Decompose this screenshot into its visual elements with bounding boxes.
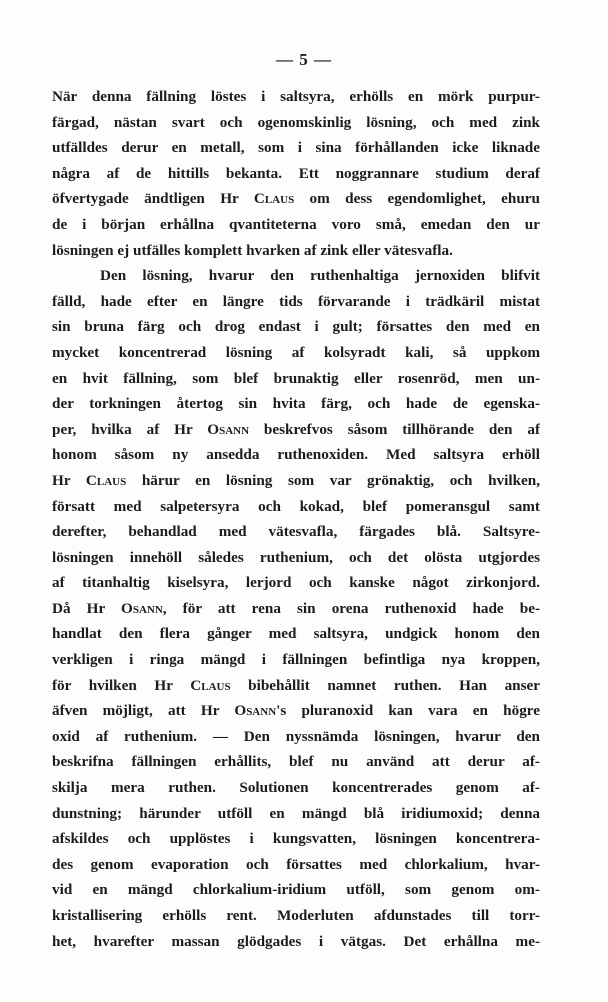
text-line: försatt med salpetersyra och kokad, blef pomeransgul samt bbox=[52, 497, 540, 515]
text-line: Den lösning, hvarur den ruthenhaltiga jernoxiden blifvit bbox=[100, 267, 540, 285]
body-text bbox=[52, 84, 540, 954]
text-line: afskildes och upplöstes i kungsvatten, lösningen koncentrera- bbox=[52, 830, 540, 848]
text-line: fälld, hade efter en längre tids förvarande i trädkäril mistat bbox=[52, 292, 540, 310]
text-line: per, hvilka af Hr Osann beskrefvos såsom tillhörande den af bbox=[52, 420, 540, 438]
text-line: oxid af ruthenium. — Den nyssnämda lösningen, hvarur den bbox=[52, 727, 540, 745]
text-line: Hr Claus härur en lösning som var grönaktig, och hvilken, bbox=[52, 471, 540, 489]
text-line: de i början erhållna qvantiteterna voro små, emedan den ur bbox=[52, 215, 540, 233]
text-line: beskrifna fällningen erhållits, blef nu använd att derur af- bbox=[52, 753, 540, 771]
text-line: des genom evaporation och försattes med chlorkalium, hvar- bbox=[52, 855, 540, 873]
text-line: sin bruna färg och drog endast i gult; försattes den med en bbox=[52, 318, 540, 336]
text-line: verkligen i ringa mängd i fällningen befintliga nya kroppen, bbox=[52, 651, 540, 669]
text-line: färgad, nästan svart och ogenomskinlig lösning, och med zink bbox=[52, 113, 540, 131]
text-line: skilja mera ruthen. Solutionen koncentrerades genom af- bbox=[52, 779, 540, 797]
text-line: en hvit fällning, som blef brunaktig eller rosenröd, men un- bbox=[52, 369, 540, 387]
text-line: der torkningen återtog sin hvita färg, och hade de egenska- bbox=[52, 395, 540, 413]
text-line: När denna fällning löstes i saltsyra, erhölls en mörk purpur- bbox=[52, 88, 540, 105]
text-line: vid en mängd chlorkalium-iridium utföll, som genom om- bbox=[52, 881, 540, 899]
text-line: af titanhaltig kiselsyra, lerjord och kanske något zirkonjord. bbox=[52, 574, 540, 592]
paragraph-2 bbox=[52, 263, 540, 954]
text-line: dunstning; härunder utföll en mängd blå iridiumoxid; denna bbox=[52, 804, 540, 822]
text-line: handlat den flera gånger med saltsyra, undgick honom den bbox=[52, 625, 540, 643]
text-line: honom såsom ny ansedda ruthenoxiden. Med saltsyra erhöll bbox=[52, 446, 540, 464]
text-line: äfven möjligt, att Hr Osann's pluranoxid kan vara en högre bbox=[52, 702, 540, 720]
text-line: mycket koncentrerad lösning af kolsyradt kali, så uppkom bbox=[52, 343, 540, 361]
text-line: lösningen ej utfälles komplett hvarken af zink eller vätesvafla. bbox=[52, 241, 453, 259]
text-line: några af de hittills bekanta. Ett noggrannare studium deraf bbox=[52, 164, 540, 182]
paragraph-1 bbox=[52, 84, 540, 263]
text-line: utfälldes derur en metall, som i sina förhållanden icke liknade bbox=[52, 139, 540, 157]
text-line: Då Hr Osann, för att rena sin orena ruthenoxid hade be- bbox=[52, 599, 540, 617]
text-line: öfvertygade ändtligen Hr Claus om dess egendomlighet, ehuru bbox=[52, 190, 540, 208]
page-number-header: — 5 — bbox=[276, 50, 332, 69]
text-line: derefter, behandlad med vätesvafla, färgades blå. Saltsyre- bbox=[52, 523, 540, 541]
text-line: het, hvarefter massan glödgades i vätgas. Det erhållna me- bbox=[52, 932, 540, 950]
text-line: för hvilken Hr Claus bibehållit namnet ruthen. Han anser bbox=[52, 676, 540, 694]
text-line: kristallisering erhölls rent. Moderluten afdunstades till torr- bbox=[52, 907, 540, 924]
text-line: lösningen innehöll således ruthenium, och det olösta utgjordes bbox=[52, 548, 540, 566]
